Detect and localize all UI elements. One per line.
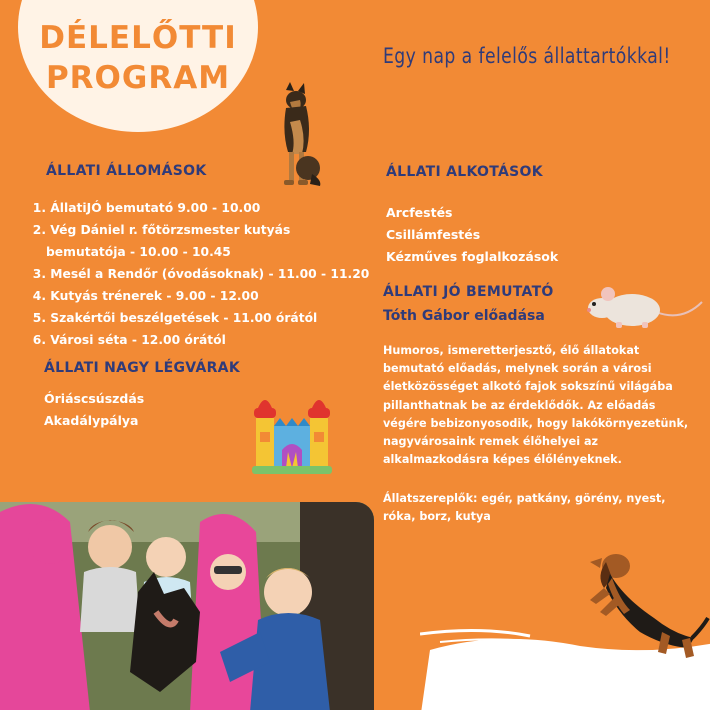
german-shepherd-illustration [276, 82, 326, 188]
show-heading: ÁLLATI JÓ BEMUTATÓ [383, 284, 554, 300]
list-item: 1. ÁllatiJÓ bemutató 9.00 - 10.00 [32, 201, 261, 215]
castle-item: Óriáscsúszdás [44, 391, 145, 406]
stations-list [32, 197, 369, 351]
dachshund-illustration [584, 548, 710, 664]
list-item: 5. Szakértői beszélgetések - 11.00 órától [32, 311, 318, 325]
craft-item: Kézműves foglalkozások [386, 249, 559, 264]
stations-heading: ÁLLATI ÁLLOMÁSOK [46, 163, 207, 179]
list-item: 2. Vég Dániel r. főtörzsmester kutyás [32, 223, 291, 237]
craft-item: Arcfestés [386, 205, 453, 220]
title-line-2: PROGRAM [45, 60, 231, 96]
crafts-heading: ÁLLATI ALKOTÁSOK [386, 164, 543, 180]
list-item: 4. Kutyás trénerek - 9.00 - 12.00 [32, 289, 259, 303]
page-title [18, 18, 258, 98]
list-item: 3. Mesél a Rendőr (óvodásoknak) - 11.00 - 11.20 [32, 267, 370, 281]
craft-item: Csillámfestés [386, 227, 481, 242]
performers-text: Állatszereplők: egér, patkány, görény, nyest, róka, borz, kutya [383, 492, 666, 524]
bouncy-castle-illustration [252, 388, 332, 476]
tagline: Egy nap a felelős állattartókkal! [383, 44, 671, 68]
children-with-dog-photo [0, 502, 374, 710]
list-item-continuation: bemutatója - 10.00 - 10.45 [46, 245, 231, 259]
show-subheading: Tóth Gábor előadása [383, 308, 545, 324]
list-item: 6. Városi séta - 12.00 órától [32, 333, 226, 347]
castles-heading: ÁLLATI NAGY LÉGVÁRAK [44, 360, 240, 376]
title-line-1: DÉLELŐTTI [39, 20, 237, 56]
castle-item: Akadálypálya [44, 413, 139, 428]
rat-illustration [586, 282, 704, 332]
show-description: Humoros, ismeretterjesztő, élő állatokat bemutató előadás, melynek során a városi életközösséget alkotó fajok sokszínű világába pillanthatnak be az érdeklődők. Az előadás végére bebizonyosodik, hogy lakókörnyezetünk, nagyvárosaink remek élőhelyei az alkalmazkodásra képes élőlényeknek. [383, 344, 689, 467]
